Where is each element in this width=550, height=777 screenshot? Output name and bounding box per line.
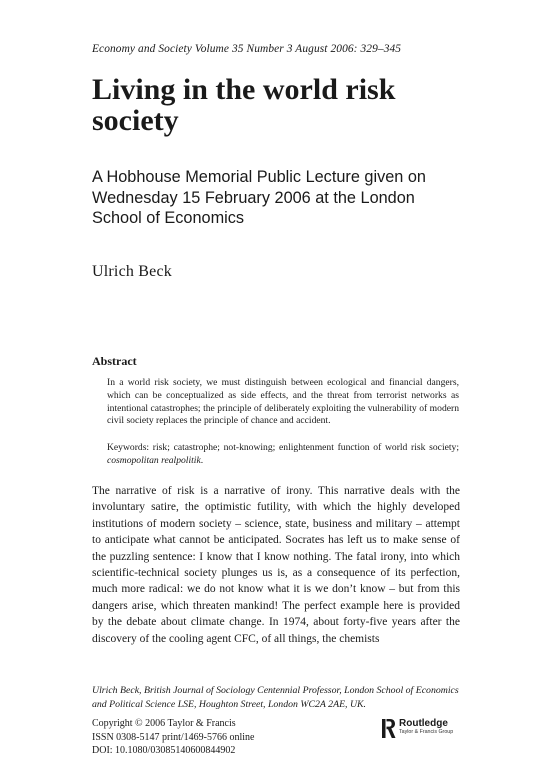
article-subtitle: A Hobhouse Memorial Public Lecture given on Wednesday 15 February 2006 at the London School of Economics xyxy=(92,168,426,227)
publisher-name: Routledge xyxy=(399,718,448,729)
doi-line: DOI: 10.1080/03085140600844902 xyxy=(92,745,236,757)
journal-citation: Economy and Society Volume 35 Number 3 August 2006: 329–345 xyxy=(92,43,402,55)
keywords-text: Keywords: risk; catastrophe; not-knowing; enlightenment function of world risk society; xyxy=(107,442,459,453)
issn-line: ISSN 0308-5147 print/1469-5766 online xyxy=(92,731,255,743)
body-paragraph: The narrative of risk is a narrative of irony. This narrative deals with the involuntary satire, the optimistic futility, with which the highly developed institutions of modern society – science, state, business and military – attempt to anticipate what cannot be anticipated. Socrates has left us to make sense of the puzzling sentence: I know that I know nothing. The fatal irony, into which scientific-technical society plunges us is, as a consequence of its perfection, much more radical: we do not know what it is we don’t know – but from this dangers arise, which threaten mankind! The perfect example here is provided by the debate about climate change. In 1974, about forty-five years after the discovery of the cooling agent CFC, of all things, the chemists xyxy=(92,485,460,645)
routledge-r-icon xyxy=(382,719,396,738)
publisher-subtitle: Taylor & Francis Group xyxy=(399,729,454,735)
keywords xyxy=(107,442,459,468)
article-title: Living in the world risk society xyxy=(92,73,396,137)
keywords-end: . xyxy=(200,454,204,466)
publisher-logo xyxy=(382,718,462,740)
keywords-italic: cosmopolitan realpolitik xyxy=(107,454,201,466)
author-name: Ulrich Beck xyxy=(92,263,172,280)
abstract-body: In a world risk society, we must distinguish between ecological and financial dangers, which can be conceptualized as side effects, and the threat from terrorist networks as intentional catastrophes; the principle of deliberately exploiting the vulnerability of modern civil society replaces the principle of chance and accident. xyxy=(107,377,459,427)
copyright-line: Copyright © 2006 Taylor & Francis xyxy=(92,718,236,729)
copyright-block xyxy=(92,717,255,758)
author-affiliation: Ulrich Beck, British Journal of Sociology Centennial Professor, London School of Economics and Political Science LSE, Houghton Street, London WC2A 2AE, UK. xyxy=(92,685,459,710)
abstract-heading: Abstract xyxy=(92,354,137,368)
